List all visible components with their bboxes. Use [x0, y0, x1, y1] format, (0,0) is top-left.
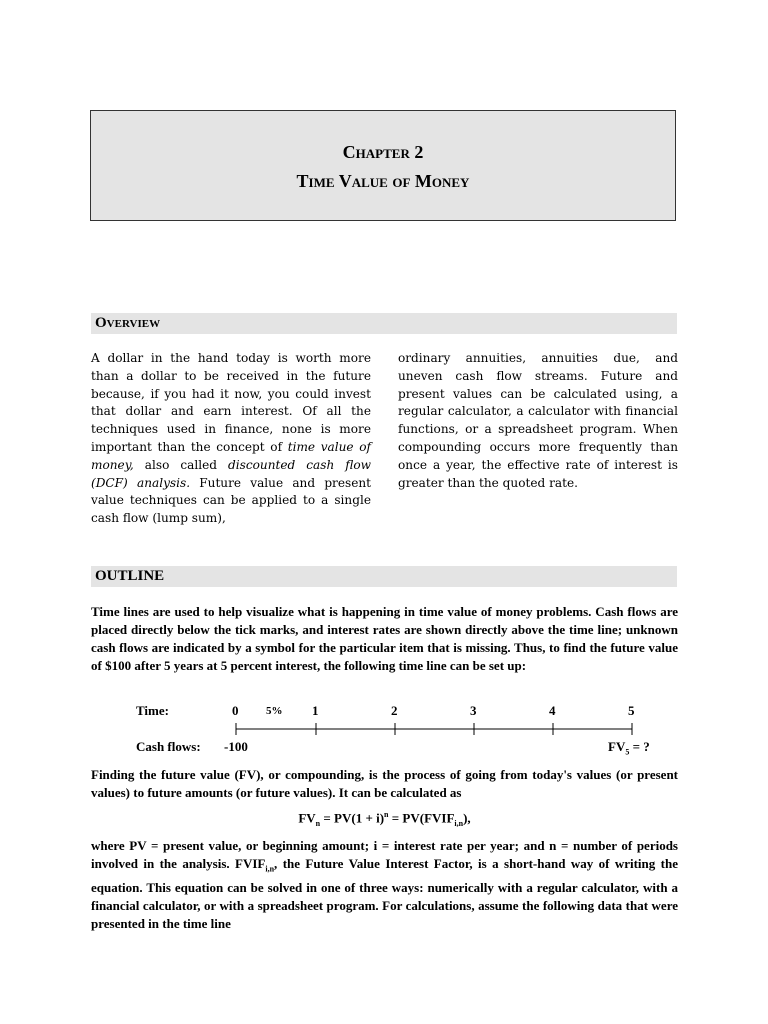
timeline-time-label: Time:: [136, 703, 169, 718]
timeline-period-5: 5: [628, 703, 635, 718]
timeline-period-4: 4: [549, 703, 556, 718]
timeline-period-2: 2: [391, 703, 398, 718]
overview-right-text: ordinary annuities, annuities due, and uneven cash flow streams. Future and present values can be calculated using, a regular calculator, a calculator with financial functions, or a spreadsheet program. When compounding occurs more frequently than once a year, the effective rate of interest is greater than the quoted rate.: [398, 351, 678, 490]
outline-paragraph-3: where PV = present value, or beginning amount; i = interest rate per year; and n = number of periods involved in the analysis. $FVIF_{i,n}$, the Future Value Interest Factor, is a short-hand way of writing the equation. This equation can be solved in one of three ways: numerically with a regular calculator, with a financial calculator, or with a spreadsheet program. For calculations, assume the following data that were presented in the time line: [91, 838, 679, 931]
timeline-cashflow-label: Cash flows:: [136, 739, 201, 754]
timeline-cf0: -100: [224, 739, 248, 754]
timeline-period-0: 0: [232, 703, 239, 718]
fv-formula: $FV_n = PV(1 + i)^n$ = $PV(FVIF_{i,n})$,: [298, 810, 471, 828]
outline-paragraph-1: Time lines are used to help visualize what is happening in time value of money problems. Cash flows are placed directly below the tick marks, and interest rates are shown directly above the time line; unknown cash flows are indicated by a symbol for the particular item that is missing. Thus, to find the future value of $100 after 5 years at 5 percent interest, the following time line can be set up:: [91, 604, 678, 673]
overview-term-dcf: discounted cash flow (DCF) analysis.: [91, 457, 371, 490]
timeline-fv5: $FV_5$ = ?: [608, 739, 650, 757]
timeline-period-3: 3: [470, 703, 477, 718]
chapter-number: Chapter 2: [342, 142, 424, 162]
overview-text-3: Future value and present value techniques can be applied to a single cash flow (lump sum),: [91, 475, 372, 526]
outline-paragraph-2: Finding the future value (FV), or compounding, is the process of going from today's values (or present values) to future amounts (or future values). It can be calculated as: [91, 767, 678, 800]
outline-heading: OUTLINE: [91, 566, 677, 587]
chapter-title: Time Value of Money: [296, 171, 470, 191]
timeline-period-1: 1: [312, 703, 319, 718]
overview-heading: Overview: [91, 313, 677, 334]
overview-text-2: also called: [133, 457, 229, 472]
overview-text-1: A dollar in the hand today is worth more than a dollar to be received in the future because, if you had it now, you could invest that dollar and earn interest. Of all the techniques used in finance, none is more important than the concept of: [91, 351, 371, 454]
timeline-rate: 5%: [266, 705, 283, 717]
overview-term-tvm: time value of money,: [91, 439, 371, 472]
